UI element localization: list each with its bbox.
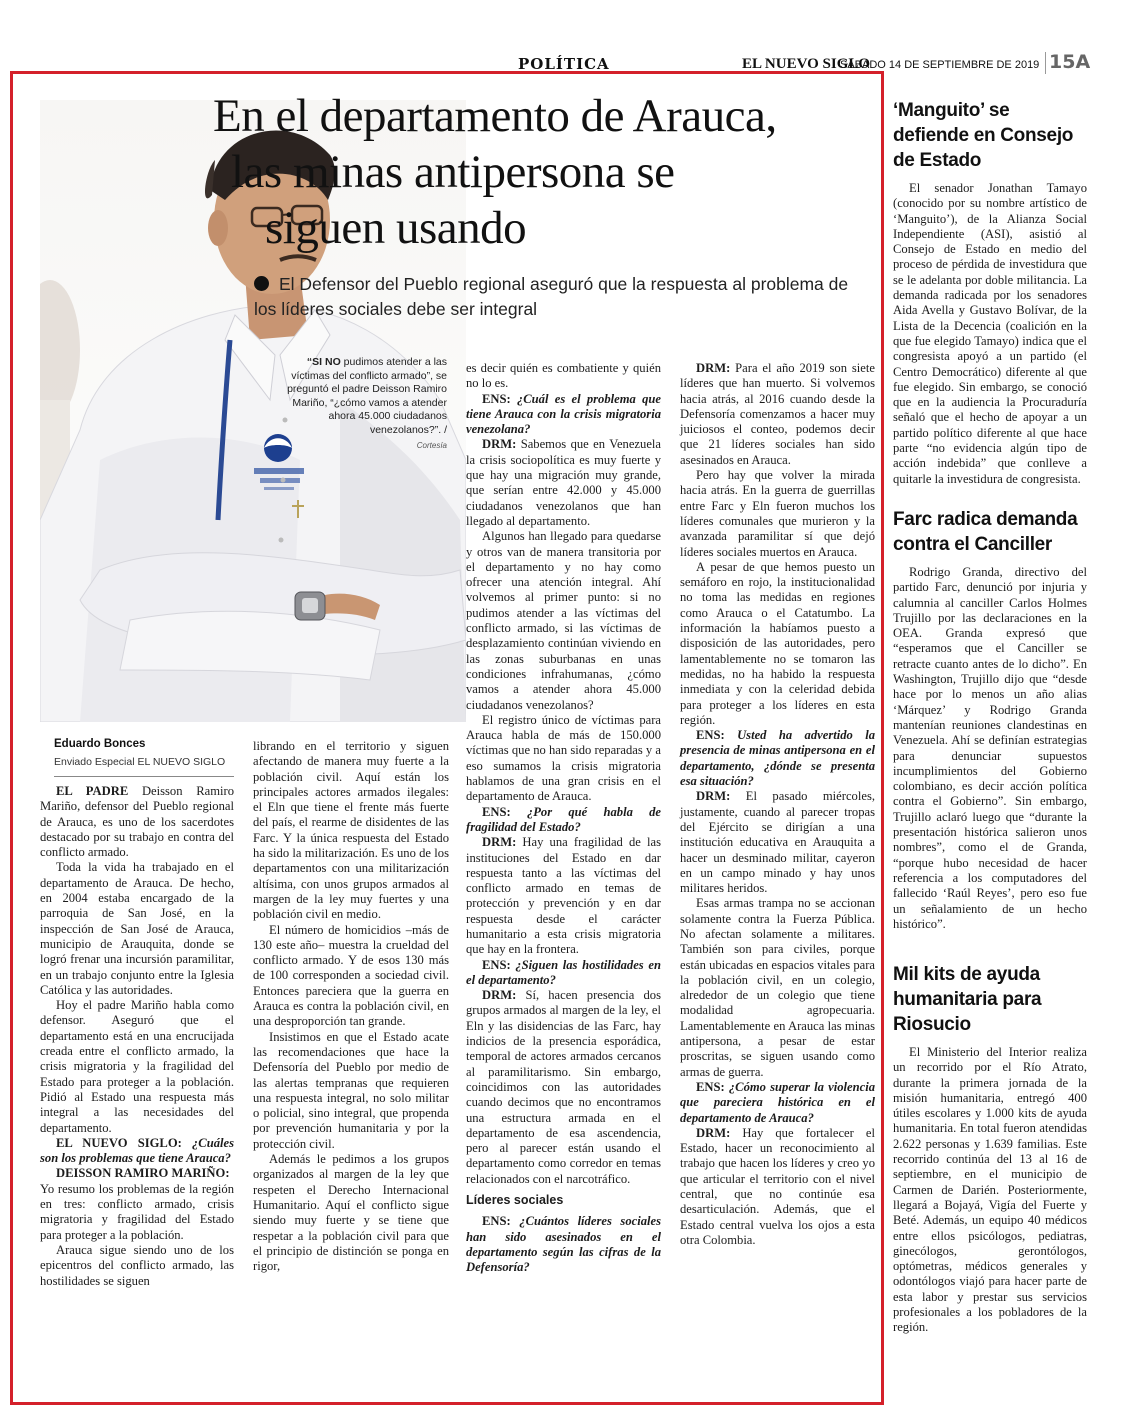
headline-line-3: siguen usando — [265, 202, 527, 254]
article-column-2 — [253, 739, 449, 1274]
headline — [213, 88, 873, 256]
sidebar-story-body: El Ministerio del Interior realiza un recorrido por el Río Atrato, durante la primera jornada de la misión humanitaria, entregó 400 útiles escolares y 1.000 kits de ayuda humanitaria. En total fueron atendidas 2.622 personas y 1.639 familias. Este recorrido continúa del 13 al 16 de septiembre, en el municipio de Carmen de Darién. Posteriormente, llegará a Bojayá, Vigía del Fuerte y Beté. Además, un equipo 40 médicos entre ellos psicólogos, pediatras, ginecólogos, gerontólogos, optómetras, médicos generales y odontólogos viajó para hacer parte de esta labor y prestar sus servicios profesionales a los pobladores de la región. — [893, 1045, 1087, 1335]
caption-lead: “SI NO — [306, 356, 341, 368]
paragraph: EL PADRE Deisson Ramiro Mariño, defensor del Pueblo regional de Arauca, es uno de los sacerdotes destacado por su trabajo en contra del conflicto armado. — [40, 784, 234, 860]
question: EL NUEVO SIGLO: ¿Cuáles son los problemas que tiene Arauca? — [40, 1135, 234, 1166]
paragraph: Pero hay que volver la mirada hacia atrás. En la guerra de guerrillas entre Farc y Eln fueron muchos los líderes comunales que murieron y la avanzada paramilitar sí que dejó líderes sociales muertos en Arauca. — [680, 468, 875, 559]
section-label: POLÍTICA — [518, 55, 610, 73]
byline-rule — [54, 776, 234, 777]
answer: DRM: Hay que fortalecer el Estado, hacer un reconocimiento al trabajo que hacen los líderes y creo yo que articular el territorio con el nivel central, que no continúe esa desarticulación. Además, que el Estado central vuelva los ojos a esta otra Colombia. — [680, 1125, 875, 1247]
sidebar-story-title: ‘Manguito’ se defiende en Consejo de Estado — [893, 100, 1074, 171]
question: ENS: Usted ha advertido la presencia de minas antipersona en el departamento, ¿dónde se presenta esa situación? — [680, 728, 875, 789]
sidebar-divider — [881, 95, 882, 1395]
answer: DRM: Hay una fragilidad de las instituciones del Estado en dar respuesta tanto a las víctimas del conflicto armado en temas de protección y prevención y en dar respuesta desde el carácter humanitario a esta crisis migratoria que hay en la frontera. — [466, 835, 661, 957]
answer: DRM: Para el año 2019 son siete líderes que han muerto. Si volvemos hacia atrás, al 2016 cuando desde la Defensoría comenzamos a hacer muy juiciosos el conteo, podemos decir que 21 líderes sociales han sido asesinados en Arauca. — [680, 361, 875, 467]
section-subtitle: Líderes sociales — [466, 1193, 564, 1208]
question: ENS: ¿Cuál es el problema que tiene Arauca con la crisis migratoria venezolana? — [466, 391, 661, 437]
paragraph: Arauca sigue siendo uno de los epicentros del conflicto armado, las hostilidades se siguen — [40, 1242, 234, 1288]
article-column-1 — [40, 784, 234, 1289]
paragraph: A pesar de que hemos puesto un semáforo en rojo, la institucionalidad no toma las medidas en regiones como Arauca o el Catatumbo. La información la habíamos puesto a disposición de las autoridades, pero lamentablemente no se tomaron las medidas, no ha habido la respuesta inmediata y con la celeridad debida para proteger a los líderes en esta región. — [680, 559, 875, 727]
article-column-4 — [680, 361, 875, 1248]
paragraph: Toda la vida ha trabajado en el departamento de Arauca. De hecho, en 2004 estaba encargado de la parroquia de San José, en la inspección de San José de Arauca, municipio de Arauquita, donde se logró frenar una incursión paramilitar, en un trabajo conjunto entre la Iglesia Católica y las autoridades. — [40, 860, 234, 997]
sidebar-story-body: El senador Jonathan Tamayo (conocido por su nombre artístico de ‘Manguito’), de la Alianza Social Independiente (ASI), asistió al Consejo de Estado en medio del proceso de pérdida de investidura que se le adelanta por doble militancia. La demanda radicada por los senadores Aida Avella y Gustavo Bolívar, de la Lista de la Decencia (coalición en la que fue elegido Tamayo) indica que el congresista apoyó a un partido (el Centro Democrático) diferente al que fue elegido. Sin embargo, se conoció que en la audiencia la Procuraduría señaló que el hecho de apoyar a un partido político diferente al que hace parte “no evidencia algún tipo de acción indebida” que conlleve a quitarle la investidura de congresista. — [893, 181, 1087, 486]
headline-line-2: las minas antipersona se — [231, 146, 675, 198]
answer: DRM: Sí, hacen presencia dos grupos armados al margen de la ley, el Eln y las disidencias de las Farc, hay indicios de la presencia esporádica, temporal de actores armados cercanos al paramilitarismo. Sin embargo, coincidimos con las autoridades cuando decimos que no encontramos una estructura armada en el departamento de esa ascendencia, pero al parecer están usando el departamento como corredor en temas relacionados con el narcotráfico. — [466, 988, 661, 1186]
sidebar-story-manguito — [893, 98, 1087, 487]
paragraph: Insistimos en que el Estado acate las recomendaciones que hace la Defensoría del Pueblo por medio de las alertas tempranas que requieren una respuesta integral, no solo militar o policial, sino integral, que propenda por prevención humanitaria y por la protección civil. — [253, 1029, 449, 1151]
paragraph: Esas armas trampa no se accionan solamente contra la Fuerza Pública. No afectan solamente a militares. También son para civiles, porque están ubicadas en espacios vitales para la población civil, en un colegio, alrededor de un colegio que tiene modalidad agropecuaria. Lamentablemente en Arauca las minas antipersona, a pesar de estar proscritas, se siguen usando como armas de guerra. — [680, 896, 875, 1079]
paragraph: Algunos han llegado para quedarse y otros van de manera transitoria por el departamento y no hay como ofrecer una atención integral. Ahí volvemos al primer punto: si no pudimos atender a las víctimas del conflicto armado, si las víctimas de desplazamiento continúan viviendo en las zonas suburbanas en unas condiciones infrahumanas, ¿cómo vamos a atender ahora 45.000 ciudadanos venezolanos? — [466, 529, 661, 712]
answer-label: DEISSON RAMIRO MARIÑO: — [56, 1166, 230, 1181]
caption-text: pudimos atender a las víctimas del conflicto armado”, se preguntó el padre Deisson Ramiro Mariño, “¿cómo vamos a atender ahora 45.000 ciudadanos venezolanos?”. / — [287, 356, 447, 436]
sidebar-story-farc — [893, 507, 1087, 932]
question: ENS: ¿Por qué habla de fragilidad del Estado? — [466, 804, 661, 834]
paragraph: librando en el territorio y siguen afectando de manera muy fuerte a la población civil. Aquí están los principales actores armados ilegales: el Eln que tiene el frente más fuerte del país, el rearme de disidentes de las Farc. Y la única respuesta del Estado ha sido la militarización. Es uno de los departamentos con una militarización altísima, con unos grupos armados al margen de la ley muy fuertes y una población civil en medio. — [253, 739, 449, 922]
question: ENS: ¿Cómo superar la violencia que pareciera histórica en el departamento de Arauca? — [680, 1079, 875, 1125]
paragraph: Además le pedimos a los grupos organizados al margen de la ley que respeten el Derecho Internacional Humanitario. Aquí el conflicto sigue siendo muy fuerte y se tiene que respetar a la población civil para que el principio de distinción se ponga en rigor, — [253, 1152, 449, 1274]
answer: Yo resumo los problemas de la región en tres: conflicto armado, crisis migratoria y fragilidad del Estado para proteger a la población. — [40, 1181, 234, 1242]
page-number: 15A — [1049, 51, 1091, 73]
photo-credit: Cortesía — [416, 441, 447, 450]
byline-author: Eduardo Bonces — [54, 738, 146, 750]
byline-role: Enviado Especial EL NUEVO SIGLO — [54, 756, 226, 768]
sidebar-story-title: Farc radica demanda contra el Canciller — [893, 509, 1078, 555]
sidebar-story-title: Mil kits de ayuda humanitaria para Riosucio — [893, 964, 1042, 1035]
paragraph: Hoy el padre Mariño habla como defensor. Aseguró que el departamento está en una encrucijada creada entre el conflicto armado, la crisis migratoria y la fragilidad del Estado para proteger a la población. Pidió al Estado una respuesta más integral a las necesidades del departamento. — [40, 998, 234, 1135]
paragraph: El número de homicidios –más de 130 este año– muestra la crueldad del conflicto armado. Y de esos 130 más de 100 corresponden a sociedad civil. Entonces pareciera que la guerra en Arauca es contra la población civil, en una desproporción tan grande. — [253, 922, 449, 1029]
answer: DRM: El pasado miércoles, justamente, cuando al parecer tropas del Ejército se dirigían a una institución educativa en Arauquita a hacer un desminado militar, cayeron en un campo minado y hay unos militares heridos. — [680, 789, 875, 896]
lead-in: EL PADRE — [56, 784, 129, 798]
subheadline-text: El Defensor del Pueblo regional aseguró que la respuesta al problema de los líderes sociales debe ser integral — [254, 274, 849, 319]
headline-line-1: En el departamento de Arauca, — [213, 90, 777, 142]
article-column-3 — [466, 361, 661, 1276]
sidebar-story-body: Rodrigo Granda, directivo del partido Farc, denunció por injuria y calumnia al canciller Carlos Holmes Trujillo por las declaraciones en la OEA. Granda expresó que “esperamos que el Canciller se retracte cuanto antes de lo dicho”. En Washington, Trujillo dijo que “desde hace por lo menos un año alias ‘Márquez’ y Rodrigo Granda mantenían reuniones clandestinas en Venezuela. Ahí se definían estrategias para denunciar supuestos incumplimientos del Gobierno colombiano, es decir acción política contra el Gobierno”. Sin embargo, Trujillo aclaró luego que “durante la presentación histórica salieron unos nombres”, como el de Granda, “porque hubo necesidad de hacer referencia a los computadores del fallecido ‘Raúl Reyes’, pero eso fue un señalamiento de un hecho histórico”. — [893, 565, 1087, 931]
masthead: EL NUEVO SIGLO — [742, 56, 871, 72]
answer: DRM: Sabemos que en Venezuela la crisis sociopolítica es muy fuerte y que hay una migración muy grande, que serían entre 42.000 y 45.000 ciudadanos venezolanos que han llegado al departamento. — [466, 437, 661, 528]
subheadline — [254, 272, 874, 322]
paragraph: es decir quién es combatiente y quién no lo es. — [466, 361, 661, 391]
bullet-icon — [254, 276, 269, 291]
issue-date: SÁBADO 14 DE SEPTIEMBRE DE 2019 — [840, 59, 1040, 71]
header-divider — [1045, 52, 1046, 74]
question: ENS: ¿Siguen las hostilidades en el departamento? — [466, 957, 661, 987]
photo-caption — [272, 356, 447, 453]
paragraph: El registro único de víctimas para Arauca habla de más de 150.000 víctimas que no han sido reparadas y a eso sumamos la crisis migratoria hablamos de una gran crisis en el departamento de Arauca. — [466, 712, 661, 804]
sidebar-story-riosucio — [893, 962, 1087, 1336]
question: ENS: ¿Cuántos líderes sociales han sido asesinados en el departamento según las cifras de la Defensoría? — [466, 1214, 661, 1275]
